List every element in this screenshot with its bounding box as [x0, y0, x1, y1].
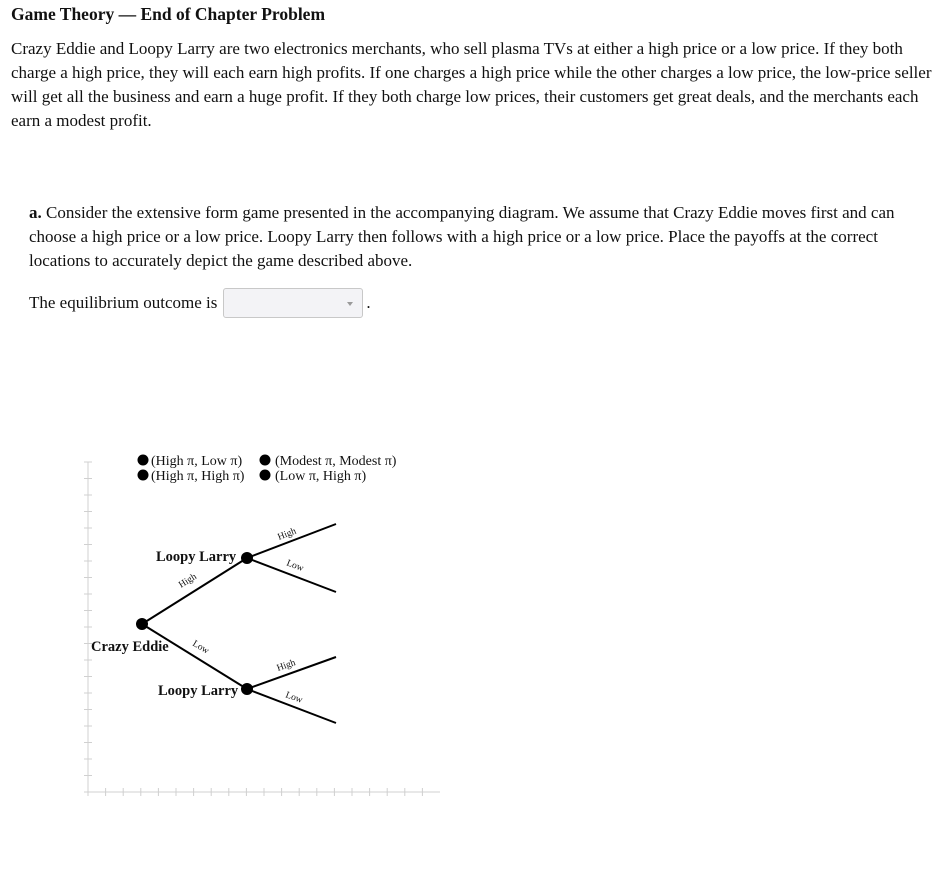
equilibrium-prefix: The equilibrium outcome is [29, 293, 218, 312]
payoff-label: (High π, High π) [151, 469, 245, 484]
problem-intro: Crazy Eddie and Loopy Larry are two electronics merchants, who sell plasma TVs at either a high price or a low price. If they both charge a high price, they will each earn high profits. If one charges a high price while the other charges a low price, the low-price seller will get all the business and earn a huge profit. If they both charge low prices, their customers get great deals, and the merchants each earn a modest profit. [11, 39, 932, 130]
payoff-option[interactable] [260, 469, 367, 484]
branch-root-high [142, 558, 247, 624]
equilibrium-row [29, 287, 371, 319]
player-label-loopy-larry-bottom: Loopy Larry [158, 683, 239, 699]
node-loopy-larry-bottom [241, 683, 253, 695]
node-crazy-eddie [136, 618, 148, 630]
payoff-label: (Modest π, Modest π) [275, 454, 397, 469]
payoff-label: (High π, Low π) [151, 454, 243, 469]
node-loopy-larry-top [241, 552, 253, 564]
y-axis-ticks [84, 462, 92, 792]
part-a-question [29, 201, 929, 273]
game-tree-diagram [0, 440, 470, 810]
chevron-down-icon [347, 302, 353, 306]
branch-label-top-high: High [276, 526, 298, 543]
branch-label-root-high: High [177, 571, 199, 591]
part-a-text: Consider the extensive form game presented in the accompanying diagram. We assume that Crazy Eddie moves first and can choose a high price or a low price. Loopy Larry then follows with a high price or a low price. Place the payoffs at the correct locations to accurately depict the game described above. [29, 203, 895, 270]
drag-handle-icon [138, 455, 149, 466]
branch-label-bottom-high: High [275, 658, 297, 674]
drag-handle-icon [260, 470, 271, 481]
page-title: Game Theory — End of Chapter Problem [11, 4, 326, 24]
player-label-crazy-eddie: Crazy Eddie [91, 639, 169, 655]
player-label-loopy-larry-top: Loopy Larry [156, 549, 237, 565]
equilibrium-suffix: . [366, 293, 371, 312]
branch-label-top-low: Low [284, 558, 305, 575]
payoff-option[interactable] [260, 454, 397, 469]
branch-label-root-low: Low [190, 638, 211, 657]
part-a-label: a. [29, 203, 42, 222]
branch-root-low [142, 624, 247, 689]
branch-label-bottom-low: Low [283, 690, 304, 706]
payoff-option[interactable] [138, 454, 243, 469]
drag-handle-icon [138, 470, 149, 481]
payoff-option[interactable] [138, 469, 245, 484]
graph-axes [84, 462, 440, 796]
payoff-label: (Low π, High π) [275, 469, 367, 484]
equilibrium-dropdown[interactable] [223, 288, 363, 318]
drag-handle-icon [260, 455, 271, 466]
